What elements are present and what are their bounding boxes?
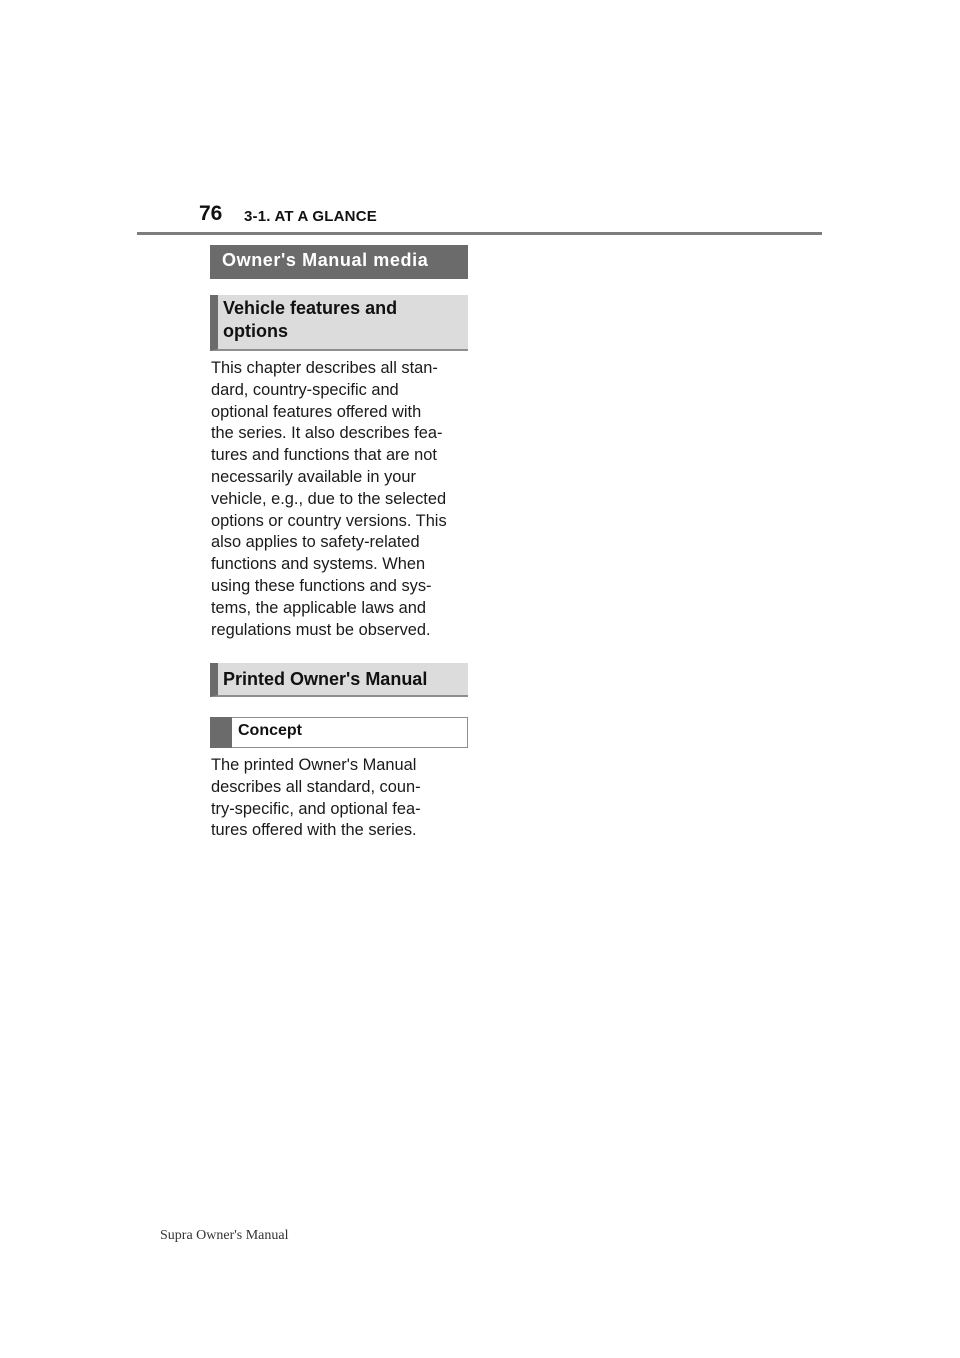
- body-line: describes all standard, coun-: [211, 777, 421, 796]
- body-line: options or country versions. This: [211, 511, 447, 530]
- body-line: tures and functions that are not: [211, 446, 437, 465]
- body-line: using these functions and sys-: [211, 576, 432, 595]
- subheading-label: Concept: [238, 722, 302, 739]
- body-line: functions and systems. When: [211, 555, 426, 574]
- footer-text: Supra Owner's Manual: [160, 1228, 289, 1243]
- chapter-title: 3-1. AT A GLANCE: [244, 208, 377, 225]
- section-heading-media: Owner's Manual media: [210, 245, 468, 279]
- body-line: tures offered with the series.: [211, 821, 417, 840]
- section-heading-vehicle-features: [210, 295, 468, 351]
- body-line: regulations must be observed.: [211, 620, 431, 639]
- body-line: necessarily available in your: [211, 467, 416, 486]
- body-line: also applies to safety-related: [211, 533, 420, 552]
- body-line: This chapter describes all stan-: [211, 359, 438, 377]
- heading-line: Vehicle features and: [223, 298, 398, 318]
- heading-line: options: [223, 321, 288, 341]
- header-rule: [137, 232, 822, 235]
- body-line: optional features offered with: [211, 402, 422, 421]
- body-line: vehicle, e.g., due to the selected: [211, 489, 447, 508]
- body-line: The printed Owner's Manual: [211, 756, 417, 774]
- vehicle-features-body: [211, 358, 469, 641]
- body-line: dard, country-specific and: [211, 380, 399, 399]
- page-number: 76: [199, 202, 223, 225]
- section-heading-printed-manual: Printed Owner's Manual: [210, 663, 468, 697]
- body-line: the series. It also describes fea-: [211, 424, 443, 443]
- body-line: tems, the applicable laws and: [211, 598, 427, 617]
- body-line: try-specific, and optional fea-: [211, 799, 421, 818]
- printed-manual-body: [211, 755, 469, 842]
- subheading-marker: [210, 717, 232, 748]
- subheading-concept: [210, 717, 468, 748]
